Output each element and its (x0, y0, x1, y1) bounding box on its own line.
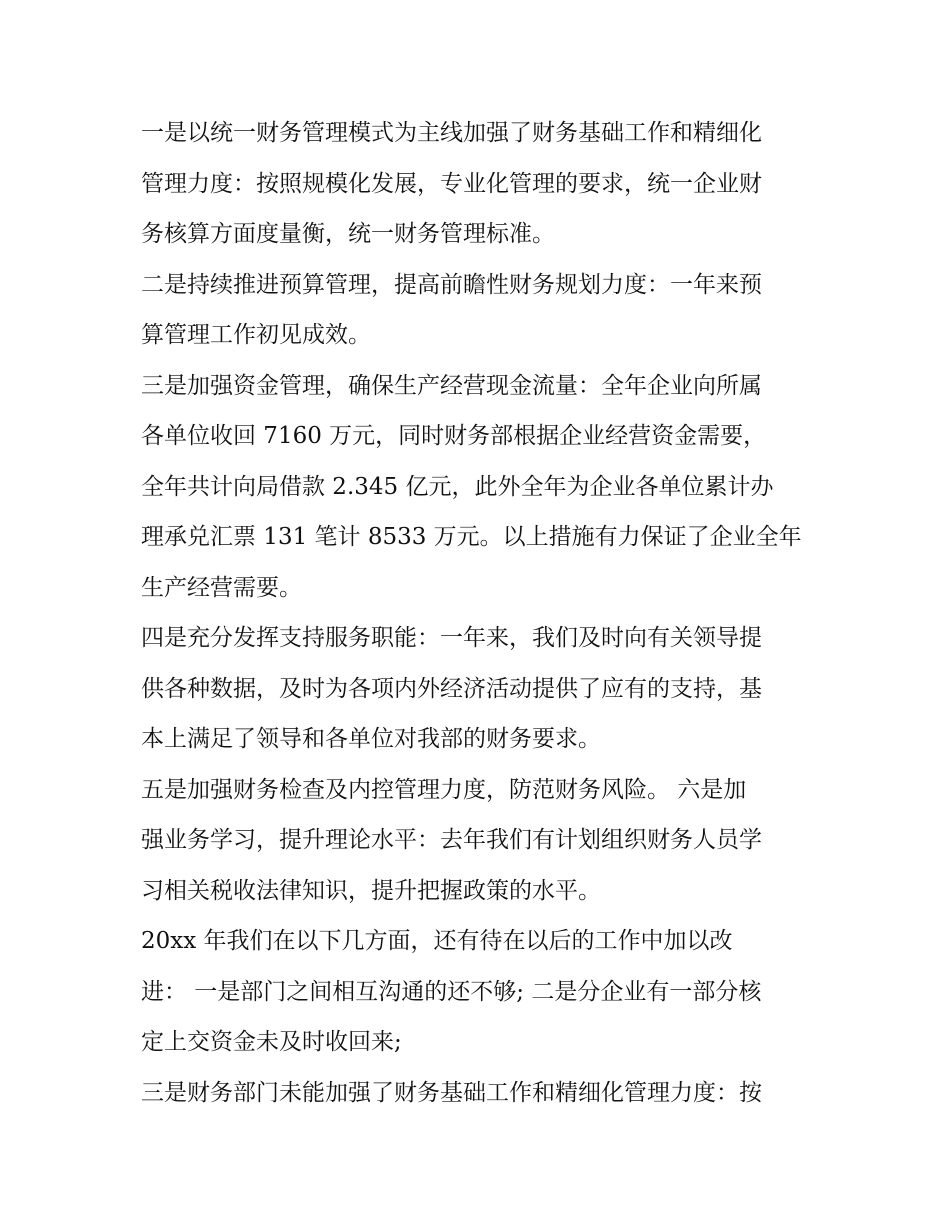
text-line: 算管理工作初见成效。 (141, 322, 371, 348)
text-line: 强业务学习，提升理论水平：去年我们有计划组织财务人员学 (141, 827, 762, 853)
text-line: 理承兑汇票 131 笔计 8533 万元。以上措施有力保证了企业全年 (141, 524, 802, 550)
text-line: 习相关税收法律知识，提升把握政策的水平。 (141, 877, 601, 904)
text-line: 管理力度：按照规模化发展，专业化管理的要求，统一企业财 (141, 170, 762, 197)
text-line: 五是加强财务检查及内控管理力度，防范财务风险。 六是加 (141, 776, 747, 803)
text-line: 三是财务部门未能加强了财务基础工作和精细化管理力度：按 (141, 1079, 762, 1106)
text-line: 二是持续推进预算管理，提高前瞻性财务规划力度：一年来预 (141, 271, 762, 298)
text-line: 进： 一是部门之间相互沟通的还不够; 二是分企业有一部分核 (141, 978, 762, 1005)
text-line: 本上满足了领导和各单位对我部的财务要求。 (141, 726, 601, 752)
text-line: 务核算方面度量衡，统一财务管理标准。 (141, 221, 555, 247)
text-line: 定上交资金未及时收回来; (141, 1029, 402, 1055)
text-line: 各单位收回 7160 万元，同时财务部根据企业经营资金需要， (141, 423, 767, 449)
text-line: 20xx 年我们在以下几方面，还有待在以后的工作中加以改 (141, 928, 733, 954)
text-line: 一是以统一财务管理模式为主线加强了财务基础工作和精细化 (141, 120, 762, 146)
text-line: 全年共计向局借款 2.345 亿元，此外全年为企业各单位累计办 (141, 473, 774, 500)
document-body (141, 108, 821, 1118)
text-line: 三是加强资金管理，确保生产经营现金流量：全年企业向所属 (141, 372, 762, 399)
text-line: 四是充分发挥支持服务职能：一年来，我们及时向有关领导提 (141, 625, 762, 651)
text-line: 供各种数据，及时为各项内外经济活动提供了应有的支持，基 (141, 675, 762, 702)
text-line: 生产经营需要。 (141, 574, 302, 601)
